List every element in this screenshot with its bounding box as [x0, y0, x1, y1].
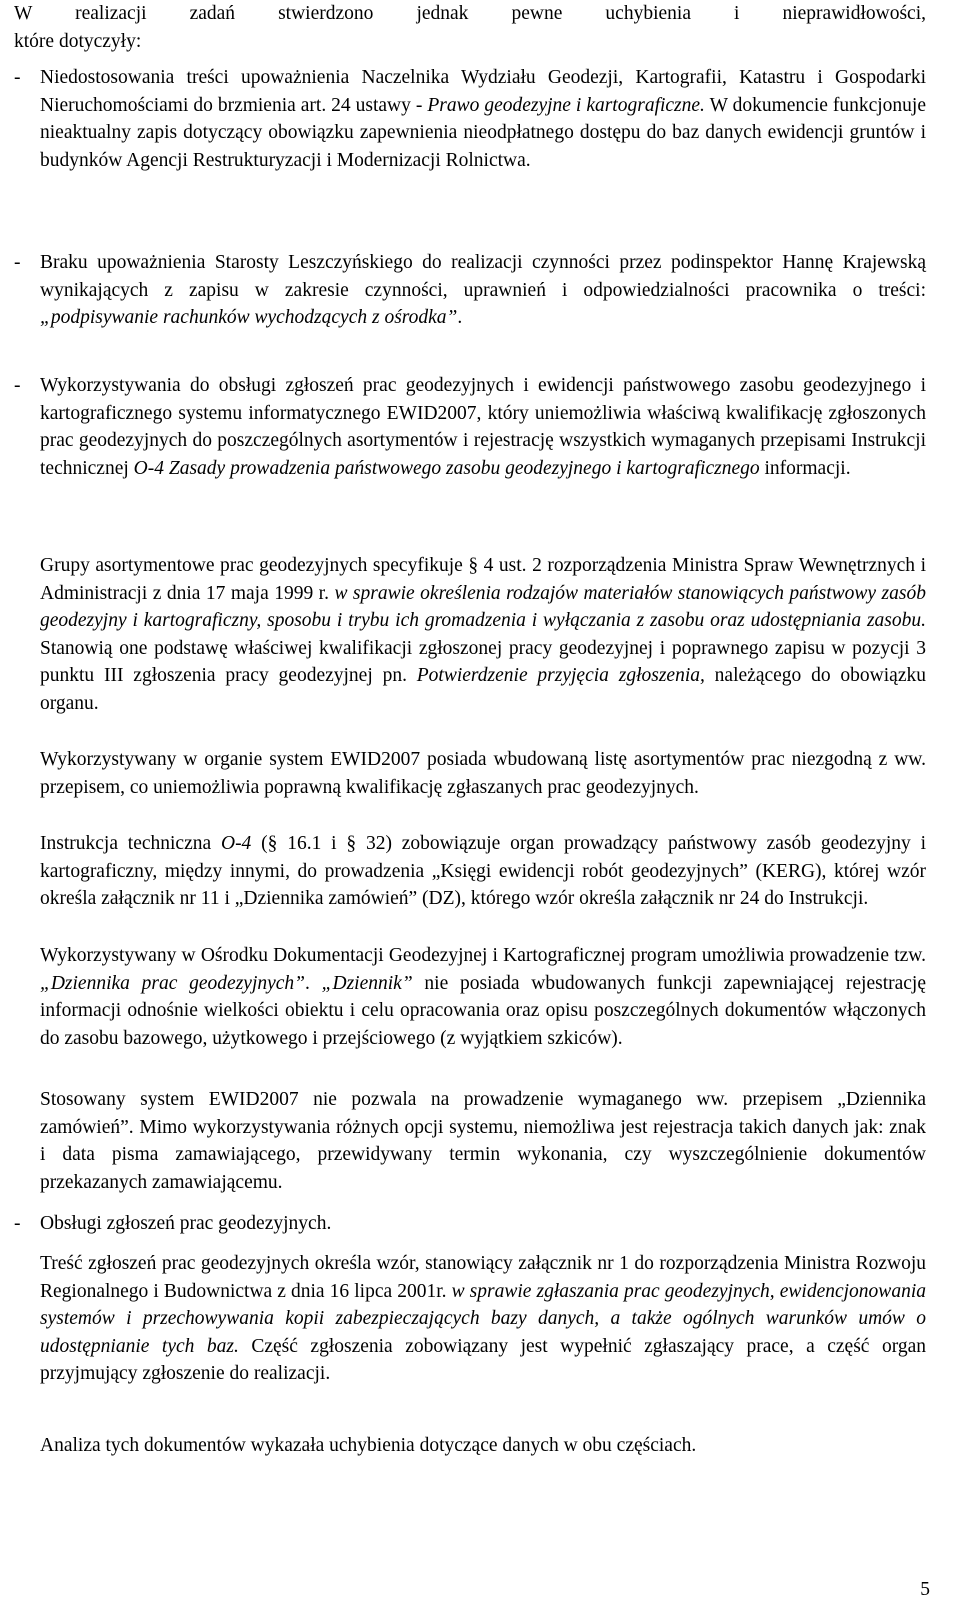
item2-text: Braku upoważnienia Starosty Leszczyńskiego do realizacji czynności przez podinspektor Hannę Krajewską wynikających z zapisu w zakresie czynności, uprawnień i odpowiedzialności pracownika o treści:: [40, 252, 926, 301]
list-dash: -: [14, 375, 21, 396]
paragraph-grupy: [14, 552, 926, 718]
wykorzystywany2-italic-2: „Dziennik”: [321, 972, 413, 994]
item2-end: .: [457, 307, 463, 329]
grupy-text-3: należącego do obowiązku organu.: [40, 665, 926, 714]
grupy-italic-2: Potwierdzenie przyjęcia zgłoszenia,: [416, 665, 705, 687]
list-item-3: [14, 372, 926, 482]
tresc-italic: w sprawie zgłaszania prac geodezyjnych, ewidencjonowania systemów i przechowywania kopii zabezpieczających bazy danych, a także ogólnych warunków umów o udostępnianie tych baz.: [40, 1280, 926, 1357]
item1-italic: Prawo geodezyjne i kartograficzne.: [427, 94, 705, 116]
list-item-1-body: [40, 64, 926, 174]
item1-text-b: W dokumencie funkcjonuje nieaktualny zapis dotyczący obowiązku zapewnienia nieodpłatnego dostępu do baz danych ewidencji gruntów i budynków Agencji Restrukturyzacji i Modernizacji Rolnictwa.: [40, 94, 927, 171]
page-number: 5: [920, 1579, 930, 1600]
grupy-italic: w sprawie określenia rodzajów materiałów stanowiących państwowy zasób geodezyjny i kartograficzny, sposobu i trybu ich gromadzenia i wyłączania z zasobu oraz udostępniania zasobu.: [40, 582, 926, 632]
list-item-2-body: [40, 249, 926, 332]
intro-paragraph: [14, 0, 926, 55]
paragraph-wykorzystywany-2: [14, 942, 926, 1052]
wykorzystywany2-text-3: nie posiada wbudowanych funkcji zapewniającej rejestrację informacji odnośnie wielkości obiektu i celu opracowania oraz opisu poszczególnych dokumentów włączonych do zasobu bazowego, użytkowego i przejściowego (z wyjątkiem szkiców).: [40, 972, 927, 1049]
tresc-text-2: Część zgłoszenia zobowiązany jest wypełnić zgłaszający prace, a część organ przyjmujący zgłoszenie do realizacji.: [40, 1335, 927, 1385]
paragraph-analiza: Analiza tych dokumentów wykazała uchybienia dotyczące danych w obu częściach.: [40, 1435, 697, 1456]
grupy-text-2: Stanowią one podstawę właściwej kwalifikacji zgłoszonej pracy geodezyjnej i poprawnego zapisu w pozycji 3 punktu III zgłoszenia pracy geodezyjnej pn.: [40, 637, 926, 687]
list-item-4: [14, 1210, 926, 1238]
list-dash: -: [14, 67, 21, 88]
grupy-text: Grupy asortymentowe prac geodezyjnych specyfikuje § 4 ust. 2 rozporządzenia Ministra Spraw Wewnętrznych i Administracji z dnia 17 maja 1999 r.: [40, 555, 926, 604]
instrukcja-text: Instrukcja techniczna: [40, 833, 221, 854]
list-item-4-body: Obsługi zgłoszeń prac geodezyjnych.: [40, 1213, 332, 1234]
item3-italic: O-4 Zasady prowadzenia państwowego zasobu geodezyjnego i kartograficznego: [133, 457, 760, 479]
item3-text: Wykorzystywania do obsługi zgłoszeń prac geodezyjnych i ewidencji państwowego zasobu geodezyjnego i kartograficznego systemu informatycznego EWID2007, który uniemożliwia właściwą kwalifikację zgłoszonych prac geodezyjnych do poszczególnych asortymentów i rejestrację wszystkich wymaganych przepisami Instrukcji technicznej: [40, 375, 926, 479]
list-item-3-body: [40, 372, 926, 482]
wykorzystywany2-text-2: .: [305, 972, 322, 994]
paragraph-wykorzystywany-1: Wykorzystywany w organie system EWID2007 posiada wbudowaną listę asortymentów prac niezgodną z ww. przepisem, co uniemożliwia poprawną kwalifikację zgłaszanych prac geodezyjnych.: [40, 749, 926, 798]
item3-end: informacji.: [759, 457, 851, 479]
instrukcja-italic: O-4: [220, 833, 252, 854]
item1-text: Niedostosowania treści upoważnienia Naczelnika Wydziału Geodezji, Kartografii, Katastru i Gospodarki Nieruchomościami do brzmienia art. 24 ustawy -: [40, 67, 926, 116]
list-dash: -: [14, 1213, 21, 1234]
list-item-1: [14, 64, 926, 174]
intro-line-1: W realizacji zadań stwierdzono jednak pewne uchybienia i nieprawidłowości,: [14, 3, 926, 24]
instrukcja-text-2: (§ 16.1 i § 32) zobowiązuje organ prowadzący państwowy zasób geodezyjny i kartograficzny, między innymi, do prowadzenia „Księgi ewidencji robót geodezyjnych” (KERG), której wzór określa załącznik nr 11 i „Dziennika zamówień” (DZ), którego wzór określa załącznik nr 24 do Instrukcji.: [40, 833, 926, 910]
paragraph-tresc: [14, 1250, 926, 1388]
paragraph-stosowany: Stosowany system EWID2007 nie pozwala na prowadzenie wymaganego ww. przepisem „Dziennika zamówień”. Mimo wykorzystywania różnych opcji systemu, niemożliwa jest rejestracja takich danych jak: znak i data pisma zamawiającego, przewidywany termin wykonania, czy wyszczególnienie dokumentów przekazanych zamawiającemu.: [40, 1089, 926, 1193]
item2-italic: „podpisywanie rachunków wychodzących z ośrodka”: [40, 307, 458, 329]
wykorzystywany2-text: Wykorzystywany w Ośrodku Dokumentacji Geodezyjnej i Kartograficznej program umożliwia prowadzenie tzw.: [40, 945, 926, 966]
list-dash: -: [14, 252, 21, 273]
paragraph-instrukcja: [14, 830, 926, 913]
tresc-text: Treść zgłoszeń prac geodezyjnych określa wzór, stanowiący załącznik nr 1 do rozporządzenia Ministra Rozwoju Regionalnego i Budownictwa z dnia 16 lipca 2001r.: [40, 1253, 926, 1302]
wykorzystywany2-italic: „Dziennika prac geodezyjnych”: [40, 972, 306, 994]
intro-line-2: które dotyczyły:: [14, 30, 142, 52]
list-item-2: [14, 249, 926, 332]
